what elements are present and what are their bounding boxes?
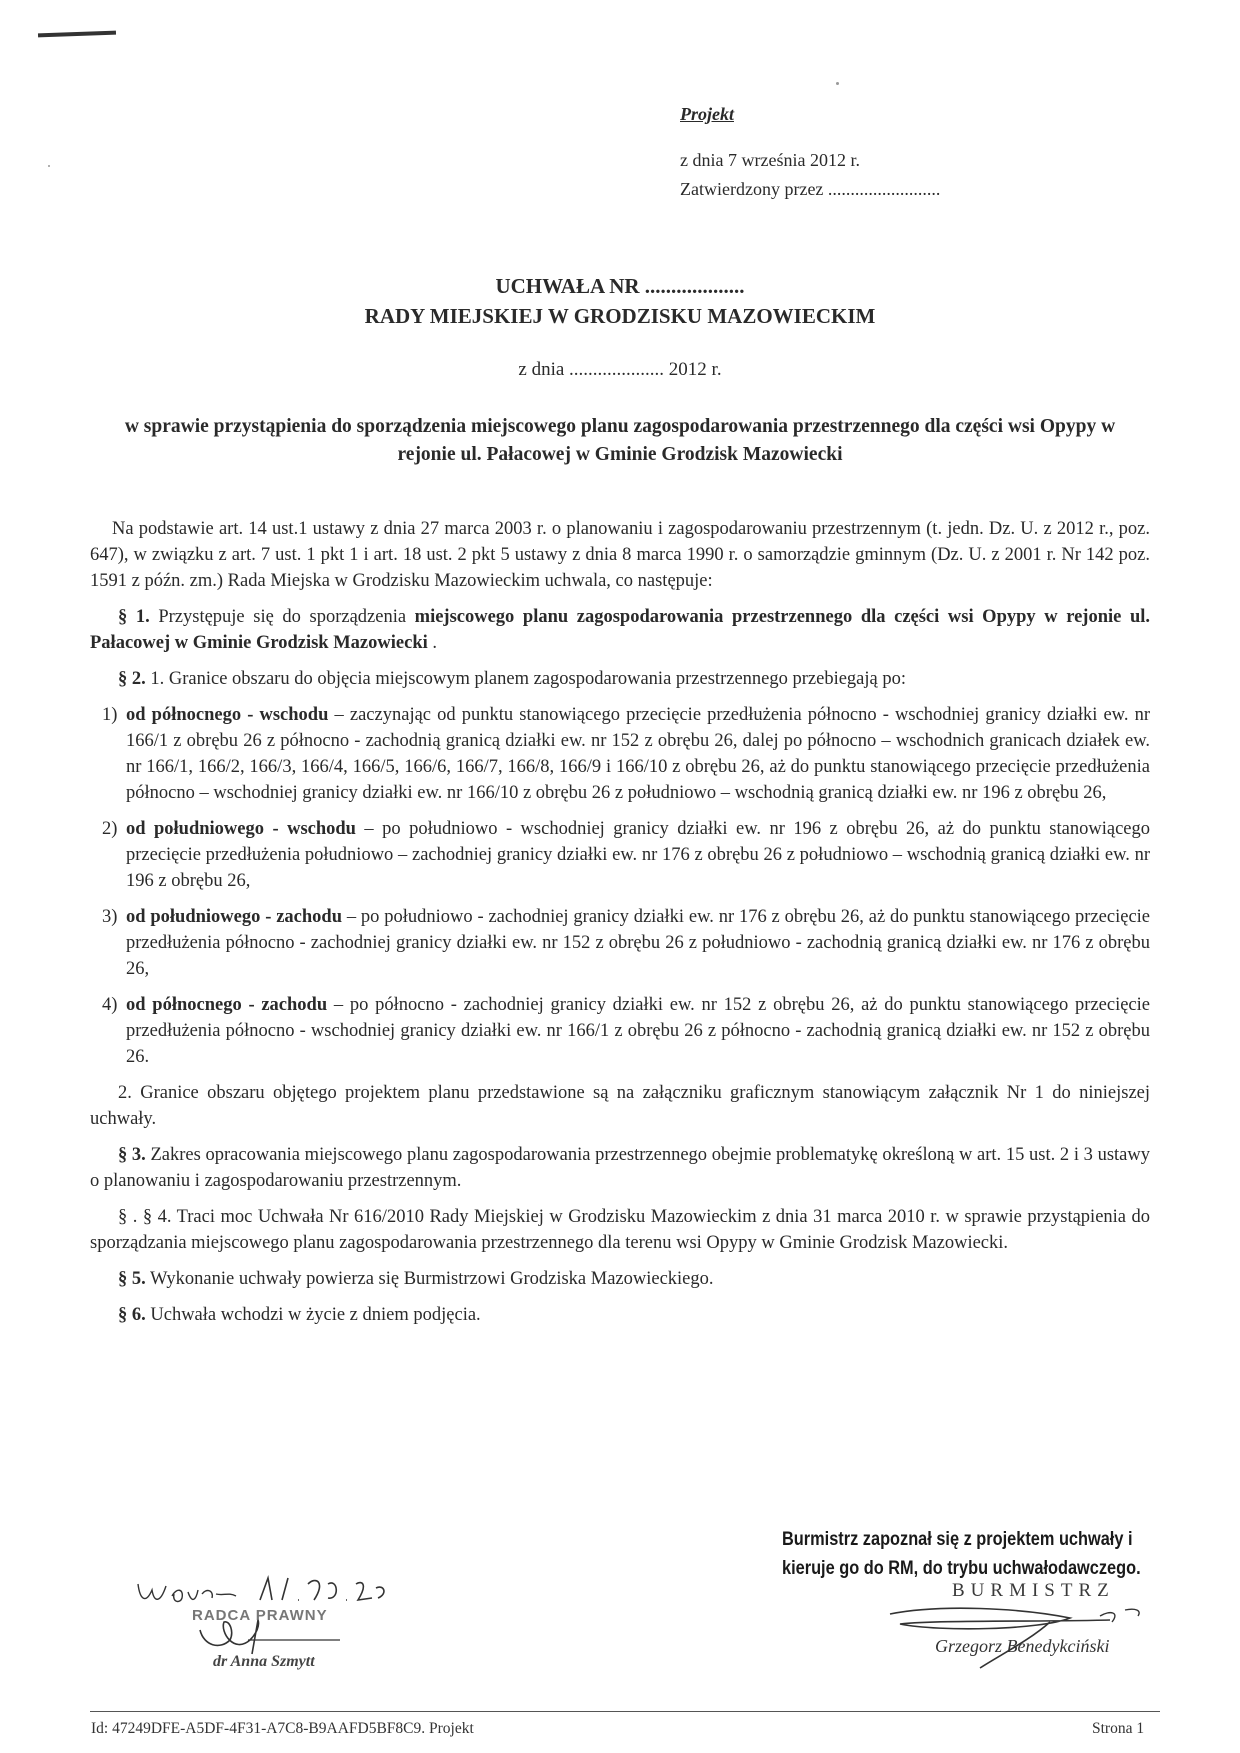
section-1-bold: miejscowego planu zagospodarowania przestrzennego dla części wsi Opypy w rejonie ul. Pałacowej w Gminie Grodzisk Mazowiecki xyxy=(90,607,1151,653)
section-1-text: Przystępuje się do sporządzenia xyxy=(149,607,415,627)
mayor-title: BURMISTRZ xyxy=(952,1580,1115,1601)
scan-speck xyxy=(836,82,839,85)
section-1-head: § 1. xyxy=(118,607,150,627)
legal-counsel-name: dr Anna Szmytt xyxy=(213,1653,315,1670)
approved-by: Zatwierdzony przez ......................... xyxy=(680,179,941,199)
boundary-item xyxy=(90,904,1150,982)
mayor-note-line-2: kieruje go do RM, do trybu uchwałodawczego. xyxy=(782,1558,1141,1579)
mayor-name: Grzegorz Benedykciński xyxy=(935,1636,1110,1656)
mayor-note-line-1: Burmistrz zapoznał się z projektem uchwały i xyxy=(782,1529,1133,1550)
resolution-date: z dnia .................... 2012 r. xyxy=(518,359,722,380)
section-2-head: § 2. xyxy=(118,669,146,689)
resolution-number: UCHWAŁA NR ................... xyxy=(495,274,745,298)
section-2 xyxy=(90,666,1150,692)
boundary-item xyxy=(90,992,1150,1070)
item-label: od północnego - zachodu xyxy=(126,995,328,1015)
item-text: – po południowo - zachodniej granicy działki ew. nr 176 z obrębu 26, aż do punktu stanowiącego przecięcie przedłużenia północno - zachodniej granicy działki ew. nr 152 z obrębu 26 z południowo - zachodnią granicą działki ew. nr 176 z obrębu 26, xyxy=(126,907,1151,979)
section-6-text: Uchwała wchodzi w życie z dniem podjęcia. xyxy=(145,1305,481,1325)
section-3-head: § 3. xyxy=(118,1145,146,1165)
section-3-text: Zakres opracowania miejscowego planu zagospodarowania przestrzennego obejmie problematykę określoną w art. 15 ust. 2 i 3 ustawy o planowaniu i zagospodarowaniu przestrzennym. xyxy=(90,1145,1150,1191)
section-5-text: Wykonanie uchwały powierza się Burmistrzowi Grodziska Mazowieckiego. xyxy=(145,1269,714,1289)
section-5 xyxy=(90,1266,1150,1292)
item-text: – zaczynając od punktu stanowiącego przecięcie przedłużenia północno - wschodniej granicy działki ew. nr 166/1 z obrębu 26 z północno - zachodnią granicą działki ew. nr 152 z obrębu 26, dalej po północno – wschodnich granicach działek ew. nr 166/1, 166/2, 166/3, 166/4, 166/5, 166/6, 166/7, 166/8, 166/9 i 166/10 z obrębu 26, aż do punktu stanowiącego przecięcie przedłużenia północno – wschodniej granicy działki ew. nr 166/10 z obrębu 26 z południowo – wschodnią granicą działki ew. nr 196 z obrębu 26, xyxy=(126,705,1151,803)
project-date: z dnia 7 września 2012 r. xyxy=(680,150,860,170)
scan-edge-mark xyxy=(38,31,116,38)
page-number: Strona 1 xyxy=(1092,1720,1145,1737)
section-3 xyxy=(90,1142,1150,1194)
section-5-head: § 5. xyxy=(118,1269,146,1289)
item-label: od południowego - zachodu xyxy=(126,907,342,927)
section-1 xyxy=(90,604,1150,656)
project-label: Projekt xyxy=(680,104,734,124)
legal-counsel-stamp: RADCA PRAWNY xyxy=(192,1607,328,1624)
item-number: 4) xyxy=(102,995,118,1015)
section-4: § . § 4. Traci moc Uchwała Nr 616/2010 Rady Miejskiej w Grodzisku Mazowieckim z dnia 31 marca 2010 r. w sprawie przystąpienia do sporządzania miejscowego planu zagospodarowania przestrzennego dla terenu wsi Opypy w Gminie Grodzisk Mazowiecki. xyxy=(90,1207,1150,1253)
item-label: od południowego - wschodu xyxy=(126,819,356,839)
section-2-text: 1. Granice obszaru do objęcia miejscowym planem zagospodarowania przestrzennego przebiegają po: xyxy=(145,669,907,689)
footer-divider xyxy=(90,1711,1160,1712)
item-text: – po północno - zachodniej granicy działki ew. nr 152 z obrębu 26, aż do punktu stanowiącego przecięcie przedłużenia północno - wschodniej granicy działki ew. nr 166/1 z obrębu 26 z północno - zachodnią granicą działki ew. nr 152 z obrębu 26. xyxy=(126,995,1150,1067)
council-name: RADY MIEJSKIEJ W GRODZISKU MAZOWIECKIM xyxy=(364,304,876,328)
section-2-paragraph-2: 2. Granice obszaru objętego projektem planu przedstawione są na załączniku graficznym stanowiącym załącznik Nr 1 do niniejszej uchwały. xyxy=(90,1083,1150,1129)
section-1-end: . xyxy=(427,633,437,653)
boundary-item xyxy=(90,816,1150,894)
section-6 xyxy=(90,1302,1150,1328)
scan-speck xyxy=(48,165,50,167)
preamble: Na podstawie art. 14 ust.1 ustawy z dnia 27 marca 2003 r. o planowaniu i zagospodarowaniu przestrzennym (t. jedn. Dz. U. z 2012 r., poz. 647), w związku z art. 7 ust. 1 pkt 1 i art. 18 ust. 2 pkt 5 ustawy z dnia 8 marca 1990 r. o samorządzie gminnym (Dz. U. z 2001 r. Nr 142 poz. 1591 z późn. zm.) Rada Miejska w Grodzisku Mazowieckim uchwala, co następuje: xyxy=(90,519,1150,591)
item-number: 2) xyxy=(102,819,118,839)
document-id: Id: 47249DFE-A5DF-4F31-A7C8-B9AAFD5BF8C9. Projekt xyxy=(91,1720,474,1737)
mayor-approval-stamp xyxy=(782,1525,1141,1583)
item-number: 3) xyxy=(102,907,118,927)
boundary-item xyxy=(90,702,1150,806)
item-text: – po południowo - wschodniej granicy działki ew. nr 196 z obrębu 26, aż do punktu stanowiącego przecięcie przedłużenia południowo – zachodniej granicy działki ew. nr 176 z obrębu 26 z południowo – wschodnią granicą działki ew. nr 196 z obrębu 26, xyxy=(126,819,1150,891)
item-label: od północnego - wschodu xyxy=(126,705,329,725)
section-6-head: § 6. xyxy=(118,1305,146,1325)
resolution-subject: w sprawie przystąpienia do sporządzenia miejscowego planu zagospodarowania przestrzennego dla części wsi Opypy w rejonie ul. Pałacowej w Gminie Grodzisk Mazowiecki xyxy=(124,416,1116,465)
resolution-body xyxy=(90,516,1150,1338)
item-number: 1) xyxy=(102,705,118,725)
mayor-signature xyxy=(880,1600,1180,1670)
